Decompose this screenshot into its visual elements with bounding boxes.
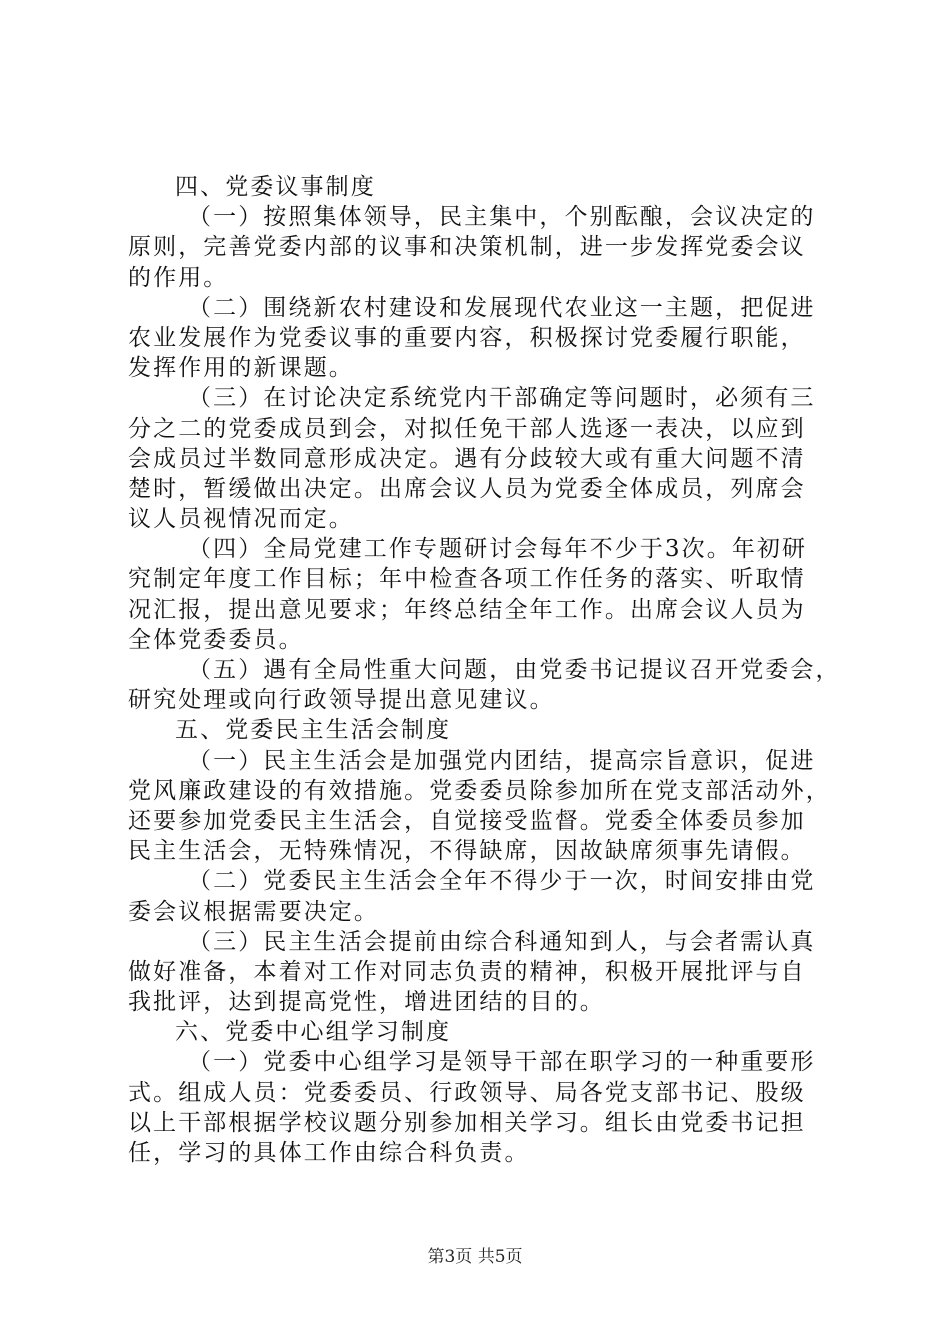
section-heading: 四、党委议事制度 xyxy=(175,174,376,200)
paragraph-line: （二）党委民主生活会全年不得少于一次，时间安排由党 xyxy=(188,868,816,895)
paragraph-line: （三）在讨论决定系统党内干部确定等问题时，必须有三 xyxy=(188,385,816,412)
paragraph-line: （五）遇有全局性重大问题，由党委书记提议召开党委会， xyxy=(188,657,841,683)
paragraph-line: 会成员过半数同意形成决定。遇有分歧较大或有重大问题不清 xyxy=(128,445,806,472)
paragraph-line: 原则，完善党委内部的议事和决策机制，进一步发挥党委会议 xyxy=(128,234,806,261)
paragraph-line: 分之二的党委成员到会，对拟任免干部人选逐一表决，以应到 xyxy=(128,415,806,442)
paragraph-line: 委会议根据需要决定。 xyxy=(128,898,379,925)
section-heading: 六、党委中心组学习制度 xyxy=(175,1019,452,1046)
paragraph-line: 还要参加党委民主生活会，自觉接受监督。党委全体委员参加 xyxy=(128,807,806,834)
paragraph-line: 的作用。 xyxy=(128,264,229,291)
paragraph-line: 农业发展作为党委议事的重要内容，积极探讨党委履行职能， xyxy=(128,324,806,351)
paragraph-line: 我批评，达到提高党性，增进团结的目的。 xyxy=(128,989,605,1016)
page-footer: 第3页 共5页 xyxy=(427,1247,523,1267)
paragraph-line: 任，学习的具体工作由综合科负责。 xyxy=(128,1140,530,1166)
paragraph-line: 全体党委委员。 xyxy=(128,626,304,653)
paragraph-line: （一）民主生活会是加强党内团结，提高宗旨意识，促进 xyxy=(188,747,816,774)
paragraph-line: 式。组成人员：党委委员、行政领导、局各党支部书记、股级 xyxy=(128,1079,806,1106)
paragraph-line: 发挥作用的新课题。 xyxy=(128,355,354,382)
paragraph-line: 以上干部根据学校议题分别参加相关学习。组长由党委书记担 xyxy=(128,1109,806,1136)
paragraph-line: 民主生活会，无特殊情况，不得缺席，因故缺席须事先请假。 xyxy=(128,838,806,865)
paragraph-line: 况汇报，提出意见要求；年终总结全年工作。出席会议人员为 xyxy=(128,596,806,623)
paragraph-line: 研究处理或向行政领导提出意见建议。 xyxy=(128,687,555,714)
paragraph-line: （三）民主生活会提前由综合科通知到人，与会者需认真 xyxy=(188,928,816,955)
paragraph-line: （四）全局党建工作专题研讨会每年不少于3次。年初研 xyxy=(188,536,808,563)
paragraph-line: （二）围绕新农村建设和发展现代农业这一主题，把促进 xyxy=(188,294,816,321)
paragraph-line: （一）按照集体领导，民主集中，个别酝酿，会议决定的 xyxy=(188,204,816,231)
paragraph-line: 做好准备，本着对工作对同志负责的精神，积极开展批评与自 xyxy=(128,958,806,985)
paragraph-line: 楚时，暂缓做出决定。出席会议人员为党委全体成员，列席会 xyxy=(128,475,806,502)
paragraph-line: 党风廉政建设的有效措施。党委委员除参加所在党支部活动外， xyxy=(128,777,831,804)
paragraph-line: （一）党委中心组学习是领导干部在职学习的一种重要形 xyxy=(188,1049,816,1076)
paragraph-line: 究制定年度工作目标；年中检查各项工作任务的落实、听取情 xyxy=(128,566,806,593)
section-heading: 五、党委民主生活会制度 xyxy=(175,717,452,744)
document-body xyxy=(128,172,840,1168)
paragraph-line: 议人员视情况而定。 xyxy=(128,506,354,533)
